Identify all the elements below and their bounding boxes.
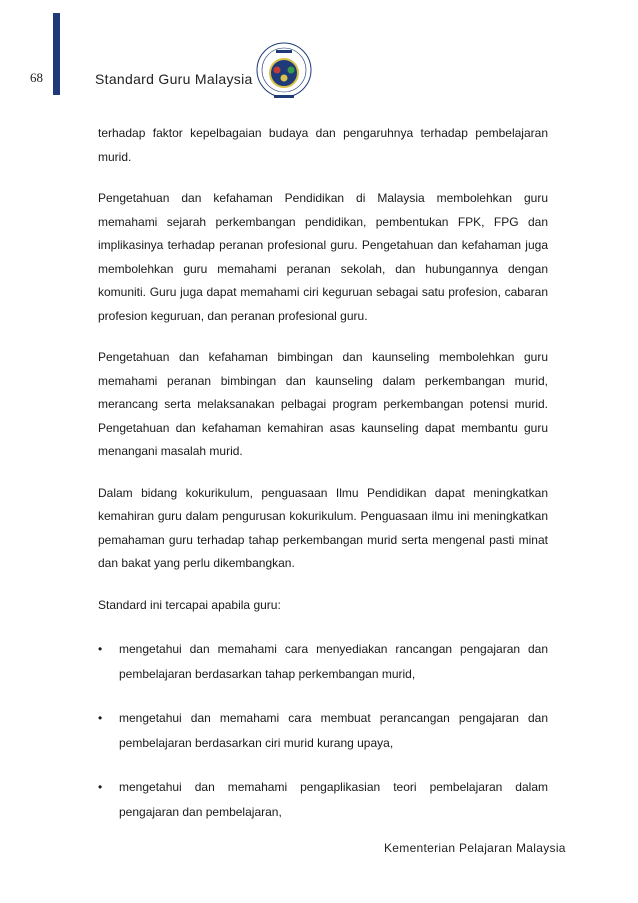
bullet-icon: • xyxy=(98,780,103,794)
header-accent-bar xyxy=(53,13,60,95)
paragraph-education-malaysia: Pengetahuan dan kefahaman Pendidikan di Malaysia membolehkan guru memahami sejarah perkembangan pendidikan, pembentukan FPK, FPG dan implikasinya terhadap peranan profesional guru. Pengetahuan dan kefahaman juga membolehkan guru memahami peranan sekolah, dan hubungannya dengan komuniti. Guru juga dapat memahami ciri keguruan sebagai satu profesion, cabaran profesion keguruan, dan peranan profesional guru. xyxy=(98,191,548,323)
bullet-icon: • xyxy=(98,642,103,656)
paragraph-cocurriculum: Dalam bidang kokurikulum, penguasaan Ilmu Pendidikan dapat meningkatkan kemahiran guru dalam pengurusan kokurikulum. Penguasaan ilmu ini meningkatkan pemahaman guru terhadap tahap perkembangan murid serta mengenal pasti minat dan bakat yang perlu dikembangkan. xyxy=(98,485,548,570)
bullet-icon: • xyxy=(98,711,103,725)
footer-ministry-name: Kementerian Pelajaran Malaysia xyxy=(384,841,566,855)
list-item-text: mengetahui dan memahami cara menyediakan rancangan pengajaran dan pembelajaran berdasarkan tahap perkembangan murid, xyxy=(119,642,548,681)
list-item xyxy=(98,775,548,825)
list-item xyxy=(98,637,548,687)
document-body xyxy=(98,122,548,844)
list-item-text: mengetahui dan memahami pengaplikasian teori pembelajaran dalam pengajaran dan pembelajaran, xyxy=(119,780,548,819)
institution-logo xyxy=(254,40,314,105)
paragraph-intro-continued: terhadap faktor kepelbagaian budaya dan pengaruhnya terhadap pembelajaran murid. xyxy=(98,126,548,164)
header-title: Standard Guru Malaysia xyxy=(95,71,253,87)
list-item-text: mengetahui dan memahami cara membuat perancangan pengajaran dan pembelajaran berdasarkan ciri murid kurang upaya, xyxy=(119,711,548,750)
standard-criteria-list xyxy=(98,637,548,825)
paragraph-standard-intro: Standard ini tercapai apabila guru: xyxy=(98,597,281,612)
list-item xyxy=(98,706,548,756)
page-number: 68 xyxy=(30,70,43,85)
paragraph-guidance-counseling: Pengetahuan dan kefahaman bimbingan dan kaunseling membolehkan guru memahami peranan bimbingan dan kaunseling dalam perkembangan murid, merancang serta melaksanakan pelbagai program perkembangan potensi murid. Pengetahuan dan kefahaman kemahiran asas kaunseling dapat membantu guru menangani masalah murid. xyxy=(98,350,548,458)
